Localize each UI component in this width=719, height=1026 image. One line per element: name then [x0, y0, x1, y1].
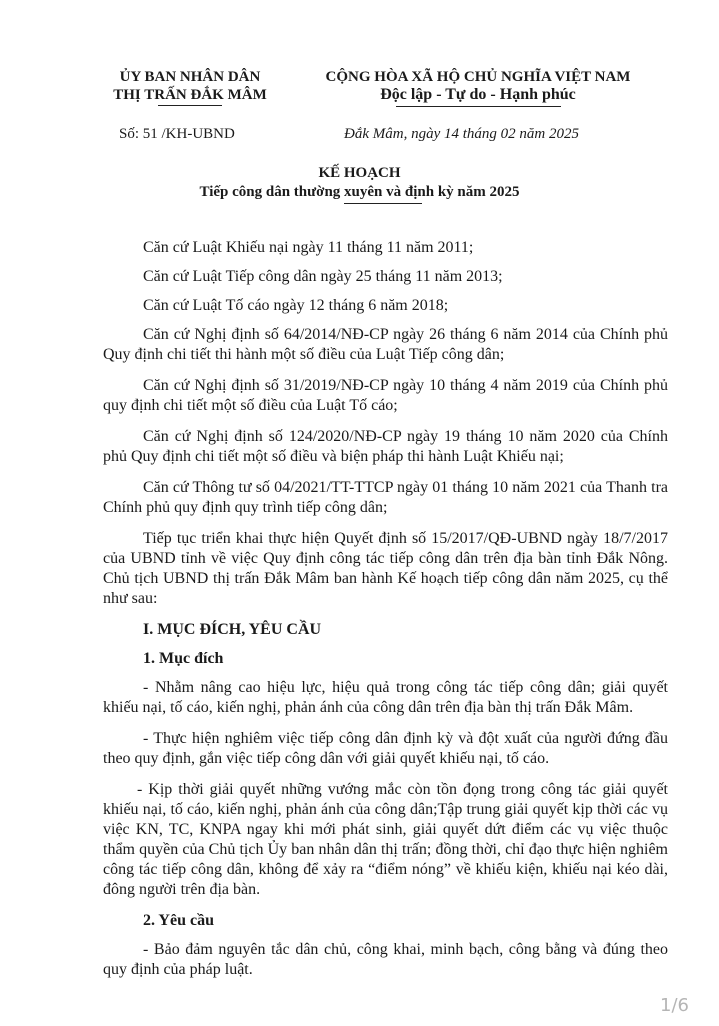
- title-underline: [344, 203, 422, 204]
- legal-basis-5: Căn cứ Nghị định số 31/2019/NĐ-CP ngày 10 tháng 4 năm 2019 của Chính phủ quy định chi tiết một số điều của Luật Tố cáo;: [103, 377, 668, 414]
- legal-basis-4: Căn cứ Nghị định số 64/2014/NĐ-CP ngày 26 tháng 6 năm 2014 của Chính phủ Quy định chi tiết thi hành một số điều của Luật Tiếp công dân;: [103, 326, 668, 363]
- nation-name: CỘNG HÒA XÃ HỘ CHỦ NGHĨA VIỆT NAM: [325, 69, 631, 85]
- legal-basis-7: Căn cứ Thông tư số 04/2021/TT-TTCP ngày 01 tháng 10 năm 2021 của Thanh tra Chính phủ quy định quy trình tiếp công dân;: [103, 479, 668, 516]
- document-body: [103, 238, 668, 991]
- subsection-heading-purpose: 1. Mục đích: [143, 650, 224, 667]
- section-heading-1: I. MỤC ĐÍCH, YÊU CẦU: [143, 621, 322, 638]
- title-line-1: KẾ HOẠCH: [318, 165, 401, 181]
- purpose-item-3: - Kịp thời giải quyết những vướng mắc còn tồn đọng trong công tác giải quyết khiếu nại, tố cáo, kiến nghị, phản ánh của công dân;Tập trung giải quyết kịp thời các vụ việc KN, TC, KNPA ngay khi mới phát sinh, giải quyết dứt điểm các vụ việc thuộc thẩm quyền của Chủ tịch Ủy ban nhân dân thị trấn; đồng thời, chỉ đạo thực hiện nghiêm công tác tiếp công dân, không để xảy ra “điểm nóng” về khiếu kiện, khiếu nại kéo dài, đông người trên địa bàn.: [103, 781, 668, 898]
- subsection-heading-requirements: 2. Yêu cầu: [143, 912, 214, 929]
- authority-underline: [158, 105, 222, 106]
- national-header: [298, 68, 658, 107]
- document-number: Số: 51 /KH-UBND: [119, 126, 235, 142]
- legal-basis-6: Căn cứ Nghị định số 124/2020/NĐ-CP ngày 19 tháng 10 năm 2020 của Chính phủ Quy định chi tiết một số điều và biện pháp thi hành Luật Khiếu nại;: [103, 428, 668, 465]
- requirement-item-1: - Bảo đảm nguyên tắc dân chủ, công khai, minh bạch, công bằng và đúng theo quy định của pháp luật.: [103, 941, 668, 978]
- authority-line-2: THỊ TRẤN ĐẮK MÂM: [113, 87, 267, 103]
- title-line-2: Tiếp công dân thường xuyên và định kỳ năm 2025: [199, 184, 520, 200]
- legal-basis-3: Căn cứ Luật Tố cáo ngày 12 tháng 6 năm 2018;: [143, 297, 449, 314]
- motto-underline: [396, 106, 561, 107]
- page-indicator: 1/6: [660, 995, 689, 1016]
- intro-paragraph: Tiếp tục triển khai thực hiện Quyết định số 15/2017/QĐ-UBND ngày 18/7/2017 của UBND tỉnh về việc Quy định công tác tiếp công dân trên địa bàn tỉnh Đắk Nông. Chủ tịch UBND thị trấn Đắk Mâm ban hành Kế hoạch tiếp công dân năm 2025, cụ thể như sau:: [103, 530, 668, 607]
- issuing-authority: [100, 68, 280, 106]
- legal-basis-1: Căn cứ Luật Khiếu nại ngày 11 tháng 11 năm 2011;: [143, 239, 474, 256]
- document-date: Đắk Mâm, ngày 14 tháng 02 năm 2025: [344, 126, 579, 142]
- purpose-item-1: - Nhằm nâng cao hiệu lực, hiệu quả trong công tác tiếp công dân; giải quyết khiếu nại, tố cáo, kiến nghị, phản ánh của công dân trên địa bàn thị trấn Đắk Mâm.: [103, 679, 668, 716]
- authority-line-1: ỦY BAN NHÂN DÂN: [119, 69, 261, 85]
- purpose-item-2: - Thực hiện nghiêm việc tiếp công dân định kỳ và đột xuất của người đứng đầu theo quy định, gắn việc tiếp công dân với giải quyết khiếu nại, tố cáo.: [103, 730, 668, 767]
- national-motto: Độc lập - Tự do - Hạnh phúc: [380, 86, 576, 103]
- document-title: [0, 164, 719, 204]
- legal-basis-2: Căn cứ Luật Tiếp công dân ngày 25 tháng 11 năm 2013;: [143, 268, 503, 285]
